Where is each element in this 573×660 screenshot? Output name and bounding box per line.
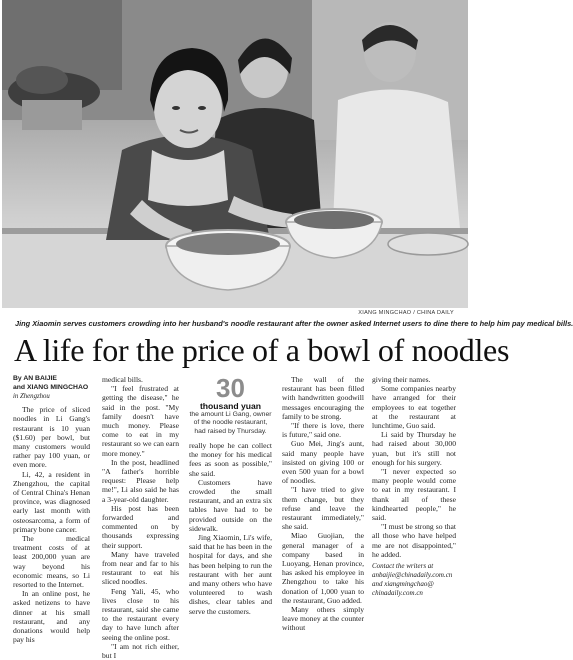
paragraph: "I have tried to give them change, but they refuse and leave the restaurant immediately," she said. [282, 485, 364, 532]
contact-lead: Contact the writers at [372, 562, 434, 571]
paragraph: giving their names. [372, 375, 431, 384]
paragraph: really hope he can collect the money for his medical fees as soon as possible," she said. [189, 440, 272, 478]
article-column-4 [282, 375, 364, 633]
contact-info [372, 562, 456, 598]
paragraph: The price of sliced noodles in Li Gang's restaurant is 10 yuan ($1.60) per bowl, but many customers would rather pay 100 yuan, or even more. [13, 405, 90, 470]
restaurant-scene-illustration [2, 0, 468, 308]
contact-email-2-domain[interactable]: chinadaily.com.cn [372, 589, 423, 598]
paragraph: Feng Yali, 45, who lives close to his restaurant, said she came to the restaurant every day to have lunch after seeing the online post. [102, 586, 179, 642]
paragraph: The wall of the restaurant has been filled with handwritten goodwill messages encouraging the family to be strong. [282, 375, 364, 421]
contact-email-1[interactable]: anbaijie@chinadaily.com.cn [372, 571, 453, 580]
pull-quote [189, 375, 272, 436]
contact-conjunction: and [372, 580, 383, 589]
byline [13, 375, 90, 392]
paragraph: "I am not rich either, but I [102, 641, 179, 660]
dateline: in Zhengzhou [13, 393, 50, 401]
paragraph: The medical treatment costs of at least 200,000 yuan are way beyond his economic means, so Li resorted to the Internet. [13, 534, 90, 590]
paragraph: Jing Xiaomin, Li's wife, said that he has been in the hospital for days, and she has been helping to run the restaurant with her aunt and many others who have volunteered to wash dishes, clear tables and serve the customers. [189, 532, 272, 616]
article-column-2 [102, 375, 179, 660]
headline: A life for the price of a bowl of noodles [14, 332, 510, 368]
article-column-3 [189, 375, 272, 616]
article-column-1 [13, 375, 90, 644]
paragraph: Miao Guojian, the general manager of a company based in Luoyang, Henan province, has asked his employee in Zhengzhou to take his donation of 1,000 yuan to the restaurant, Guo added. [282, 531, 364, 605]
contact-email-2[interactable]: xiangmingchao@ [384, 580, 434, 589]
paragraph: His post has been forwarded and commented on by thousands expressing their support. [102, 503, 179, 550]
paragraph: "I feel frustrated at getting the disease," he said in the post. "My family doesn't have much money. Please come to eat in my restaurant so we can earn more money." [102, 384, 179, 458]
paragraph: In an online post, he asked netizens to have dinner at his small restaurant, and any donations would help pay his [13, 589, 90, 645]
paragraph: "I must be strong so that all those who have helped me are not disappointed," he added. [372, 522, 456, 559]
news-photo [2, 0, 468, 308]
paragraph: Many have traveled from near and far to his restaurant to eat his sliced noodles. [102, 549, 179, 587]
paragraph: "If there is love, there is future," said one. [282, 421, 364, 440]
byline-author-2: and XIANG MINGCHAO [13, 383, 89, 391]
paragraph: "I never expected so many people would come to eat in my restaurant. I thank all of these kindhearted people," he said. [372, 467, 456, 523]
paragraph: Customers have crowded the small restaurant, and an extra six tables have had to be provided outside on the sidewalk. [189, 477, 272, 533]
paragraph: Li, 42, a resident in Zhengzhou, the capital of Central China's Henan province, was diagnosed early last month with osteosarcoma, a form of primary bone cancer. [13, 469, 90, 534]
photo-caption: Jing Xiaomin serves customers crowding into her husband's noodle restaurant after the owner asked Internet users to dine there to help him pay medical bills. [15, 319, 573, 328]
paragraph: Guo Mei, Jing's aunt, said many people have insisted on giving 100 or even 500 yuan for a bowl of noodles. [282, 439, 364, 486]
pull-quote-number: 30 [216, 373, 245, 403]
photo-credit: XIANG MINGCHAO / CHINA DAILY [358, 310, 454, 316]
pull-quote-unit: thousand yuan [199, 401, 262, 411]
paragraph: Li said by Thursday he had raised about 30,000 yuan, but it's still not enough for his surgery. [372, 430, 456, 467]
paragraph: Some companies nearby have arranged for their employees to eat together at the restaurant at lunchtime, Guo said. [372, 384, 456, 431]
byline-author-1: By AN BAIJIE [13, 375, 57, 382]
article-column-5 [372, 375, 456, 598]
paragraph: medical bills. [102, 375, 143, 384]
pull-quote-description: the amount Li Gang, owner of the noodle restaurant, had raised by Thursday. [189, 411, 272, 435]
paragraph: In the post, headlined "A father's horrible request: Please help me!", Li also said he has a 3-year-old daughter. [102, 457, 179, 504]
paragraph: Many others simply leave money at the counter without [282, 605, 364, 633]
